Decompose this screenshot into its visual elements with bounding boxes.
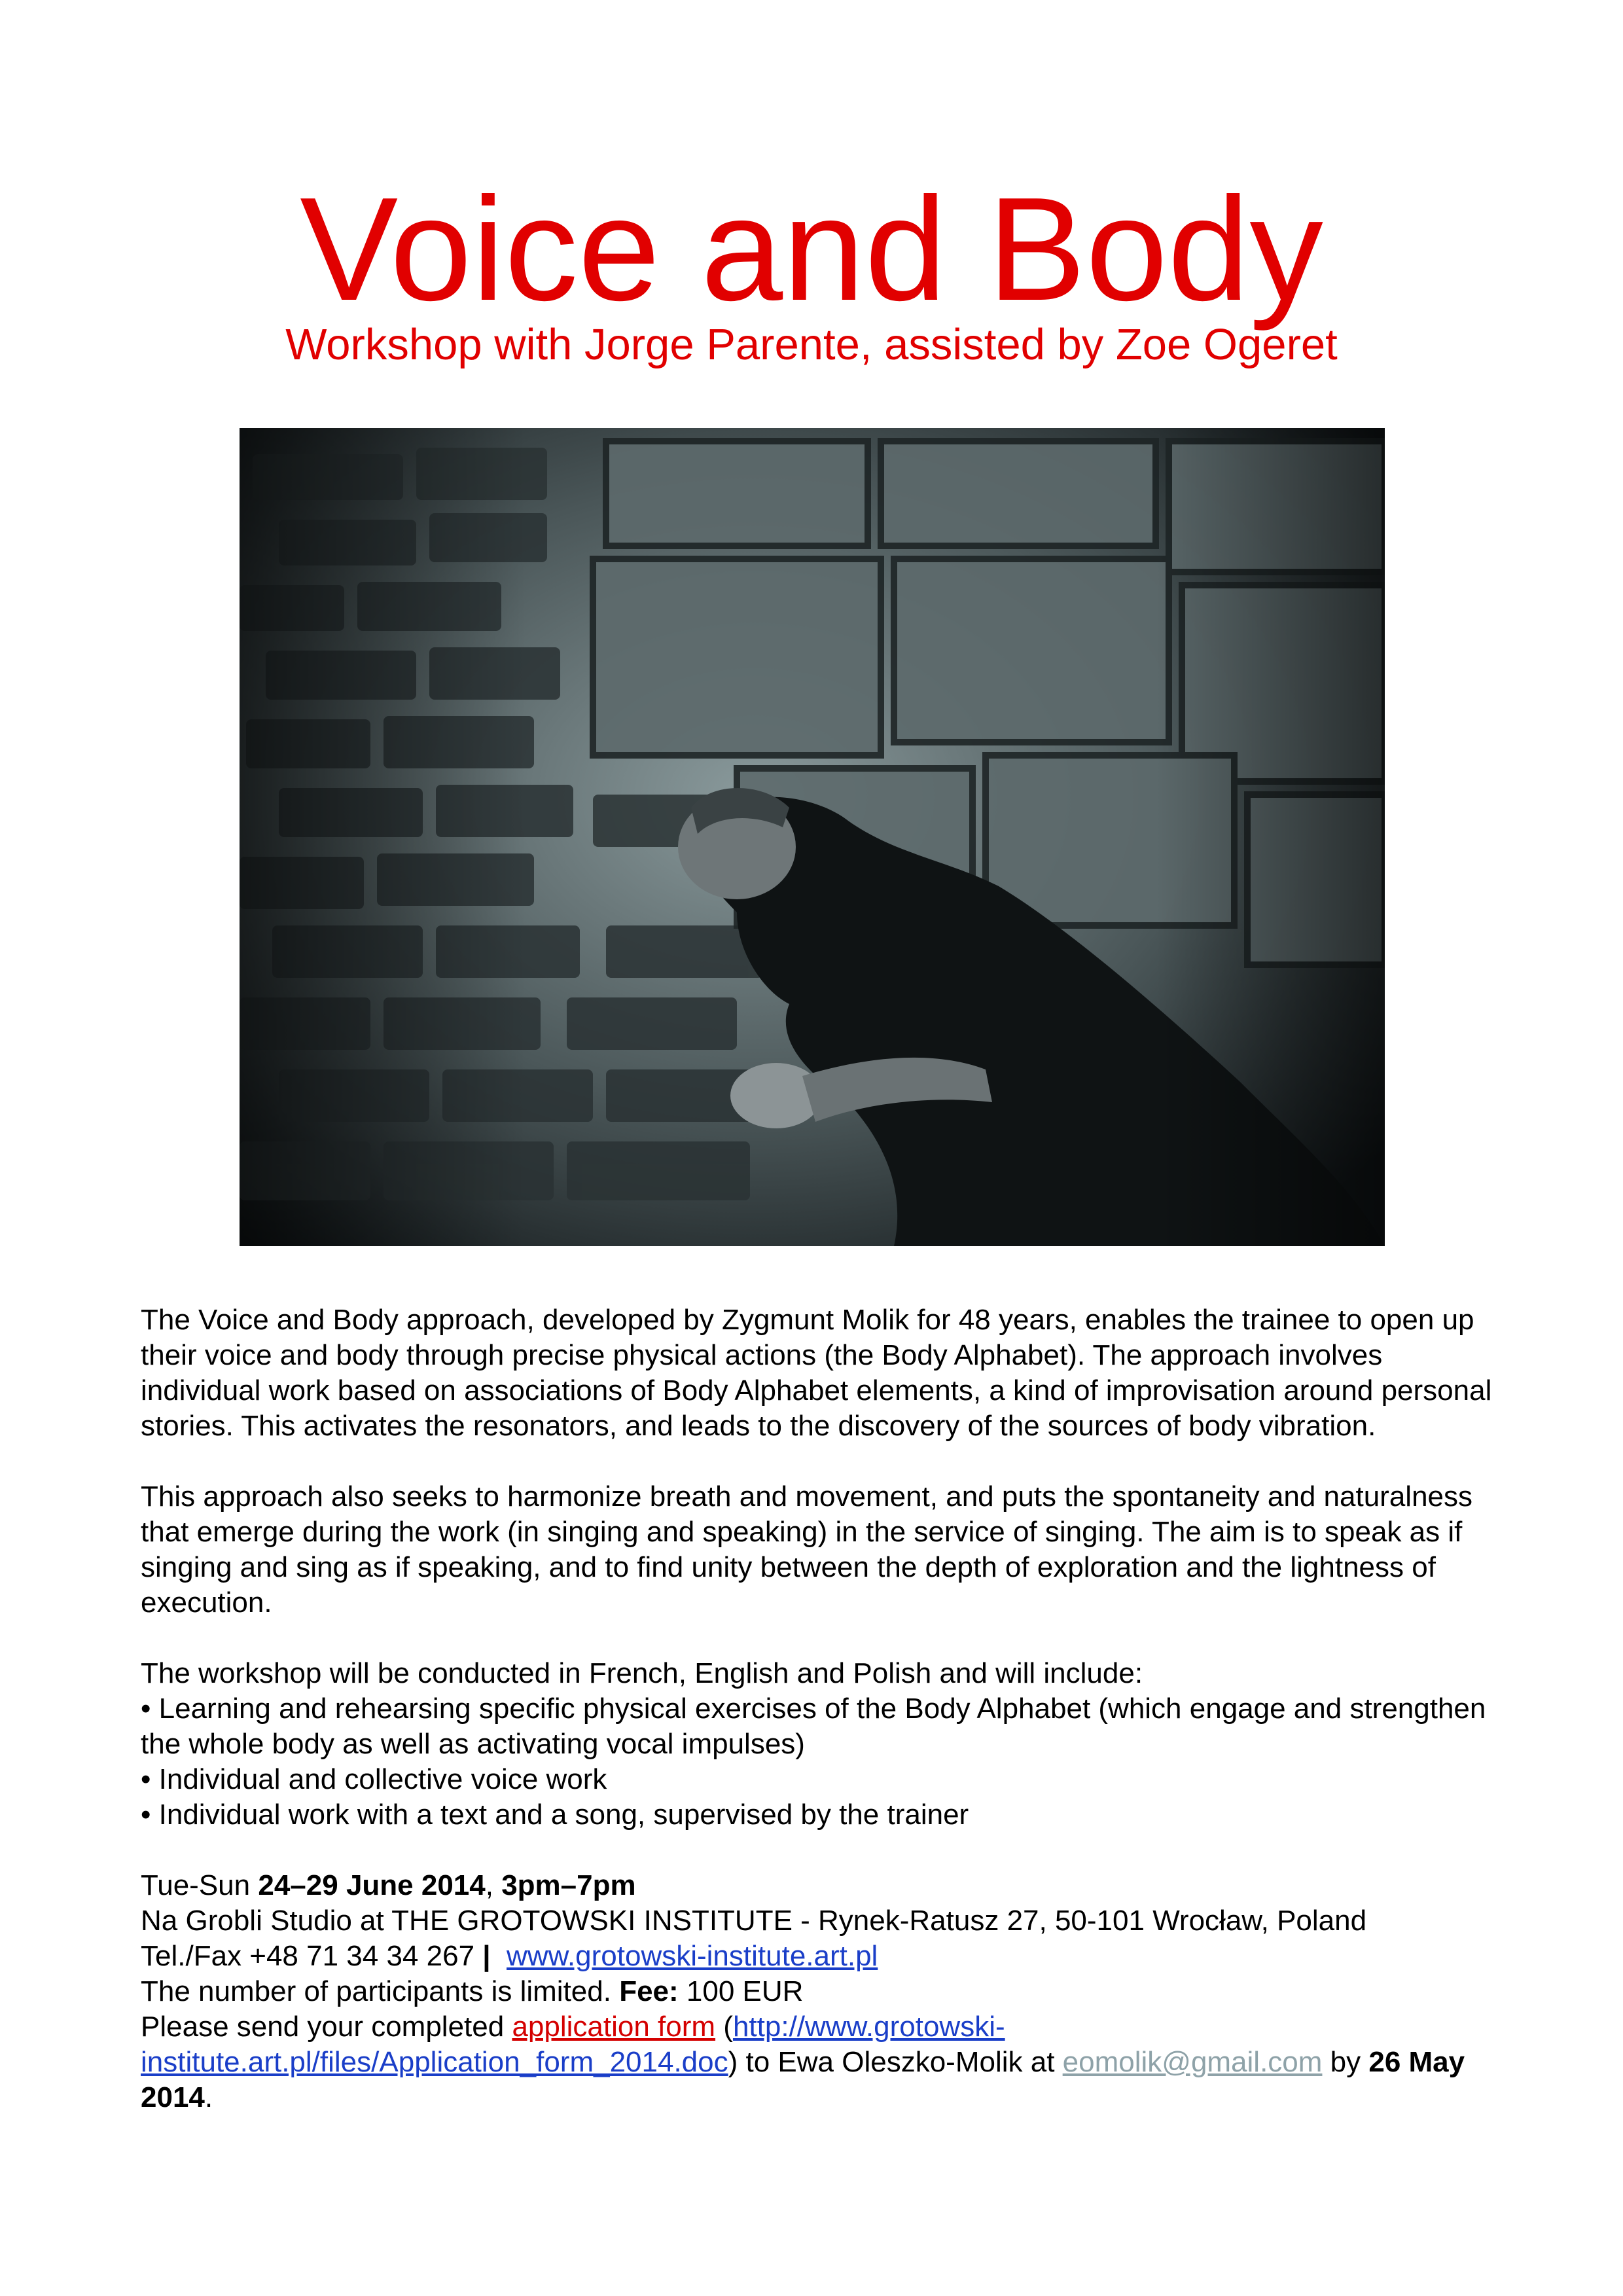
body-text — [141, 1302, 1495, 2115]
event-dates: 24–29 June 2014 — [258, 1869, 486, 1901]
event-dates-line — [141, 1868, 1495, 1903]
participants-line — [141, 1974, 1495, 2009]
website-link[interactable]: www.grotowski-institute.art.pl — [507, 1940, 878, 1972]
application-line — [141, 2009, 1495, 2115]
send-instruction: Please send your completed — [141, 2011, 512, 2043]
workshop-section — [141, 1656, 1495, 1833]
event-info — [141, 1868, 1495, 2115]
email-link[interactable]: eomolik@gmail.com — [1062, 2046, 1323, 2078]
tel-fax: Tel./Fax +48 71 34 34 267 — [141, 1940, 483, 1972]
final-period: . — [204, 2081, 213, 2113]
list-item: • Individual work with a text and a song, supervised by the trainer — [141, 1799, 969, 1831]
deadline: 26 May 2014 — [141, 2046, 1465, 2113]
contact-line — [141, 1939, 1495, 1974]
send-recipient: ) to Ewa Oleszko-Molik at — [728, 2046, 1063, 2078]
intro-paragraph-2: This approach also seeks to harmonize breath and movement, and puts the spontaneity and naturalness that emerge during the work (in singing and speaking) in the service of singing. The aim is to speak as if singing and sing as if speaking, and to find unity between the depth of exploration and the lightness of execution. — [141, 1480, 1473, 1619]
event-venue: Na Grobli Studio at THE GROTOWSKI INSTITUTE - Rynek-Ratusz 27, 50-101 Wrocław, Poland — [141, 1905, 1367, 1937]
dates-separator: , — [485, 1869, 502, 1901]
workshop-lead: The workshop will be conducted in French, English and Polish and will include: — [141, 1657, 1143, 1689]
by-word: by — [1322, 2046, 1369, 2078]
page-subtitle: Workshop with Jorge Parente, assisted by Zoe Ogeret — [285, 320, 1338, 369]
performer-photo — [240, 428, 1385, 1246]
list-item: • Learning and rehearsing specific physical exercises of the Body Alphabet (which engage and strengthen the whole body as well as activating vocal impulses) — [141, 1693, 1486, 1760]
paren-open: ( — [715, 2011, 733, 2043]
workshop-list — [141, 1691, 1495, 1833]
fee-value: 100 EUR — [678, 1975, 804, 2007]
pipe-separator: | — [482, 1940, 491, 1972]
performer-photo-image — [240, 428, 1385, 1246]
fee-label: Fee: — [619, 1975, 679, 2007]
participants-note: The number of participants is limited. — [141, 1975, 620, 2007]
page-title: Voice and Body — [300, 166, 1323, 331]
event-days: Tue-Sun — [141, 1869, 259, 1901]
application-form-link[interactable]: application form — [512, 2011, 716, 2043]
list-item: • Individual and collective voice work — [141, 1763, 607, 1795]
intro-paragraph-1: The Voice and Body approach, developed by Zygmunt Molik for 48 years, enables the trainee to open up their voice and body through precise physical actions (the Body Alphabet). The approach involves individual work based on associations of Body Alphabet elements, a kind of improvisation around personal stories. This activates the resonators, and leads to the discovery of the sources of body vibration. — [141, 1304, 1492, 1442]
event-time: 3pm–7pm — [501, 1869, 636, 1901]
form-url-link[interactable]: http://www.grotowski-institute.art.pl/files/Application_form_2014.doc — [141, 2011, 1005, 2078]
